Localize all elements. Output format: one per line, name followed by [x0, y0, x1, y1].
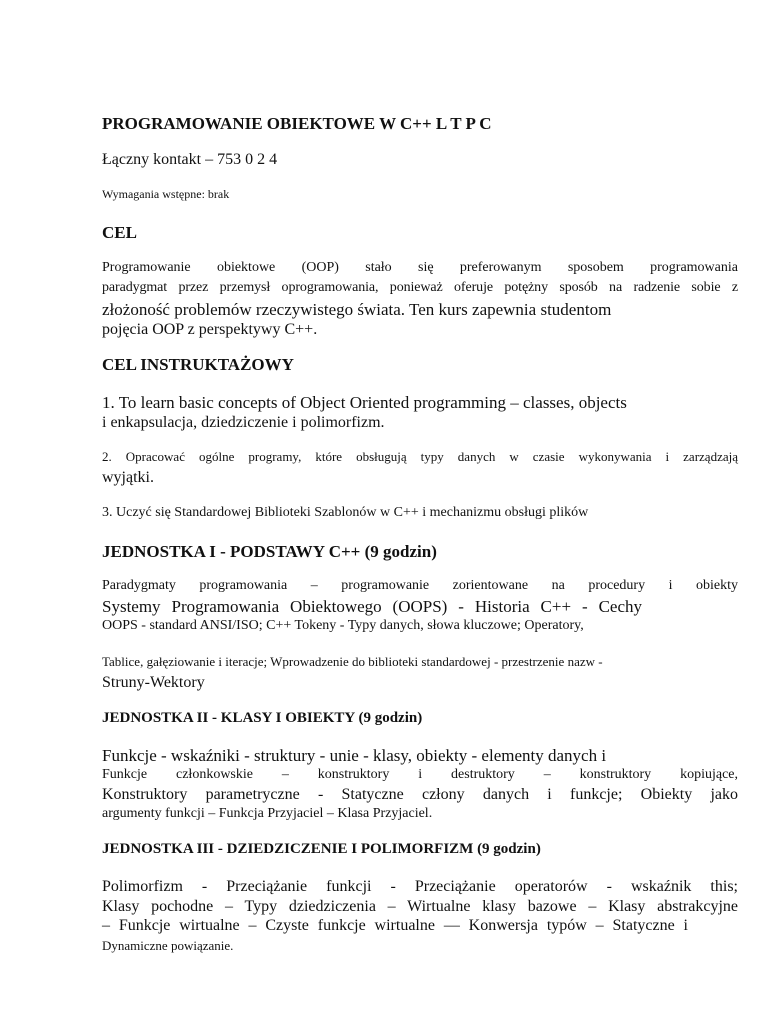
objective-1-line-1: 1. To learn basic concepts of Object Oriented programming – classes, objects: [102, 393, 627, 412]
cel-line-3: złożoność problemów rzeczywistego świata. Ten kurs zapewnia studentom: [102, 300, 612, 319]
heading-unit-3: JEDNOSTKA III - DZIEDZICZENIE I POLIMORFIZM (9 godzin): [102, 841, 541, 857]
unit2-line-4: argumenty funkcji – Funkcja Przyjaciel – Klasa Przyjaciel.: [102, 806, 433, 821]
heading-cel: CEL: [102, 223, 137, 242]
prerequisites: Wymagania wstępne: brak: [102, 187, 230, 201]
objective-2-line-1: 2. Opracować ogólne programy, które obsługują typy danych w czasie wykonywania i zarządzają: [102, 449, 738, 464]
cel-line-4: pojęcia OOP z perspektywy C++.: [102, 321, 318, 338]
unit3-line-2: Klasy pochodne – Typy dziedziczenia – Wirtualne klasy bazowe – Klasy abstrakcyjne: [102, 898, 738, 915]
unit2-line-2: Funkcje członkowskie – konstruktory i destruktory – konstruktory kopiujące,: [102, 767, 738, 782]
unit3-line-1: Polimorfizm - Przeciążanie funkcji - Przeciążanie operatorów - wskaźnik this;: [102, 878, 738, 895]
cel-line-2: paradygmat przez przemysł oprogramowania, ponieważ oferuje potężny sposób na radzenie sobie z: [102, 280, 738, 295]
document-title: PROGRAMOWANIE OBIEKTOWE W C++ L T P C: [102, 114, 492, 133]
objective-2-line-2: wyjątki.: [102, 469, 154, 486]
unit1-line-4: Tablice, gałęziowanie i iteracje; Wprowadzenie do biblioteki standardowej - przestrzenie nazw -: [102, 654, 603, 669]
unit3-line-4: Dynamiczne powiązanie.: [102, 938, 234, 953]
unit1-line-2: Systemy Programowania Obiektowego (OOPS) - Historia C++ - Cechy: [102, 597, 642, 616]
unit3-line-3: – Funkcje wirtualne – Czyste funkcje wirtualne — Konwersja typów – Statyczne i: [102, 917, 688, 934]
heading-cel-instruktazowy: CEL INSTRUKTAŻOWY: [102, 355, 294, 374]
unit1-line-3: OOPS - standard ANSI/ISO; C++ Tokeny - Typy danych, słowa kluczowe; Operatory,: [102, 618, 584, 633]
unit2-line-3: Konstruktory parametryczne - Statyczne człony danych i funkcje; Obiekty jako: [102, 786, 738, 803]
heading-unit-1: JEDNOSTKA I - PODSTAWY C++ (9 godzin): [102, 542, 437, 561]
unit1-line-5: Struny-Wektory: [102, 674, 205, 691]
unit1-line-1: Paradygmaty programowania – programowanie zorientowane na procedury i obiekty: [102, 578, 738, 593]
contact-hours: Łączny kontakt – 753 0 2 4: [102, 151, 278, 168]
objective-1-line-2: i enkapsulacja, dziedziczenie i polimorfizm.: [102, 414, 385, 431]
unit2-line-1: Funkcje - wskaźniki - struktury - unie - klasy, obiekty - elementy danych i: [102, 746, 607, 765]
heading-unit-2: JEDNOSTKA II - KLASY I OBIEKTY (9 godzin): [102, 710, 423, 726]
cel-line-1: Programowanie obiektowe (OOP) stało się preferowanym sposobem programowania: [102, 260, 738, 275]
objective-3: 3. Uczyć się Standardowej Biblioteki Szablonów w C++ i mechanizmu obsługi plików: [102, 505, 589, 520]
